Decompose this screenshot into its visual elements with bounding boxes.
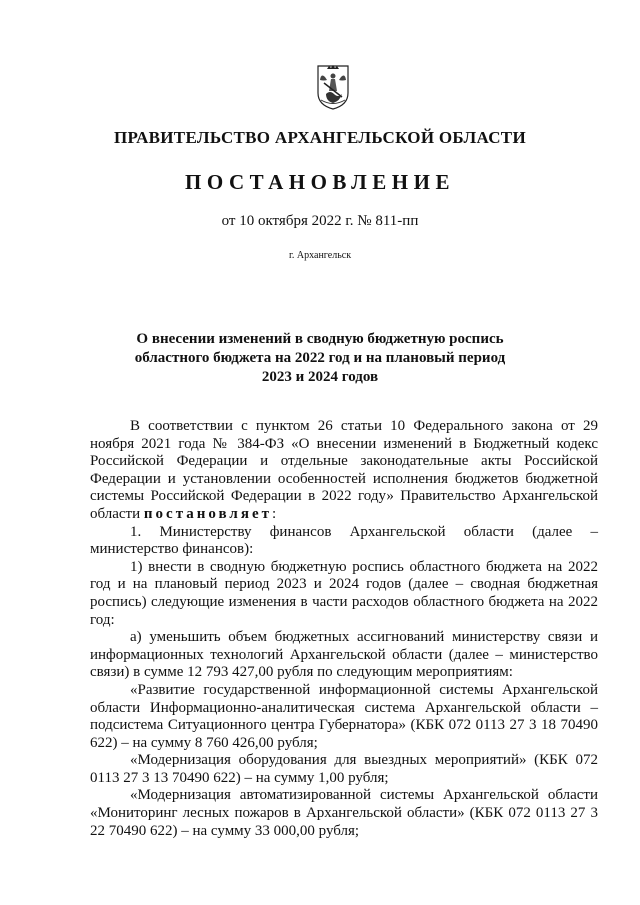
paragraph: «Модернизация оборудования для выездных мероприятий» (КБК 072 0113 27 3 13 70490 622) – на сумму 1,00 рубля;: [90, 752, 598, 786]
document-type: ПОСТАНОВЛЕНИЕ: [185, 170, 455, 194]
paragraph: «Модернизация автоматизированной системы Архангельской области «Мониторинг лесных пожаров в Архангельской области» (КБК 072 0113 27 3 22 70490 622) – на сумму 33 000,00 рубля;: [90, 787, 598, 839]
document-body: [90, 418, 598, 840]
paragraph: [90, 418, 598, 524]
organization-name: ПРАВИТЕЛЬСТВО АРХАНГЕЛЬСКОЙ ОБЛАСТИ: [114, 128, 526, 147]
coat-of-arms-icon: [314, 63, 352, 111]
paragraph: а) уменьшить объем бюджетных ассигнований министерству связи и информационных технологий Архангельской области (далее – министерство связи) в сумме 12 793 427,00 рубля по следующим мероприятиям:: [90, 629, 598, 681]
paragraph-text: В соответствии с пунктом 26 статьи 10 Федерального закона от 29 ноября 2021 года № 384-ФЗ «О внесении изменений в Бюджетный кодекс Российской Федерации и отдельные законодательные акты Российской Федерации и установлении особенностей исполнения бюджетов бюджетной системы Российской Федерации в 2022 году» Правительство Архангельской области: [90, 418, 598, 522]
document-date-number: от 10 октября 2022 г. № 811-пп: [221, 213, 419, 229]
document-title: [120, 330, 520, 387]
paragraph: «Развитие государственной информационной системы Архангельской области Информационно-аналитическая система Архангельской области – подсистема Ситуационного центра Губернатора» (КБК 072 0113 27 3 18 70490 622) – на сумму 8 760 426,00 рубля;: [90, 681, 598, 751]
title-line: О внесении изменений в сводную бюджетную роспись: [136, 331, 504, 347]
document-city: г. Архангельск: [288, 250, 352, 261]
decree-keyword: постановляет: [143, 505, 272, 522]
paragraph: 1) внести в сводную бюджетную роспись областного бюджета на 2022 год и на плановый период 2023 и 2024 годов (далее – сводная бюджетная роспись) следующие изменения в части расходов областного бюджета на 2022 год:: [90, 558, 598, 628]
paragraph: 1. Министерству финансов Архангельской области (далее – министерство финансов):: [90, 523, 598, 558]
paragraph-end: :: [272, 505, 277, 522]
title-line: областного бюджета на 2022 год и на плановый период: [134, 350, 506, 366]
title-line: 2023 и 2024 годов: [261, 369, 379, 385]
